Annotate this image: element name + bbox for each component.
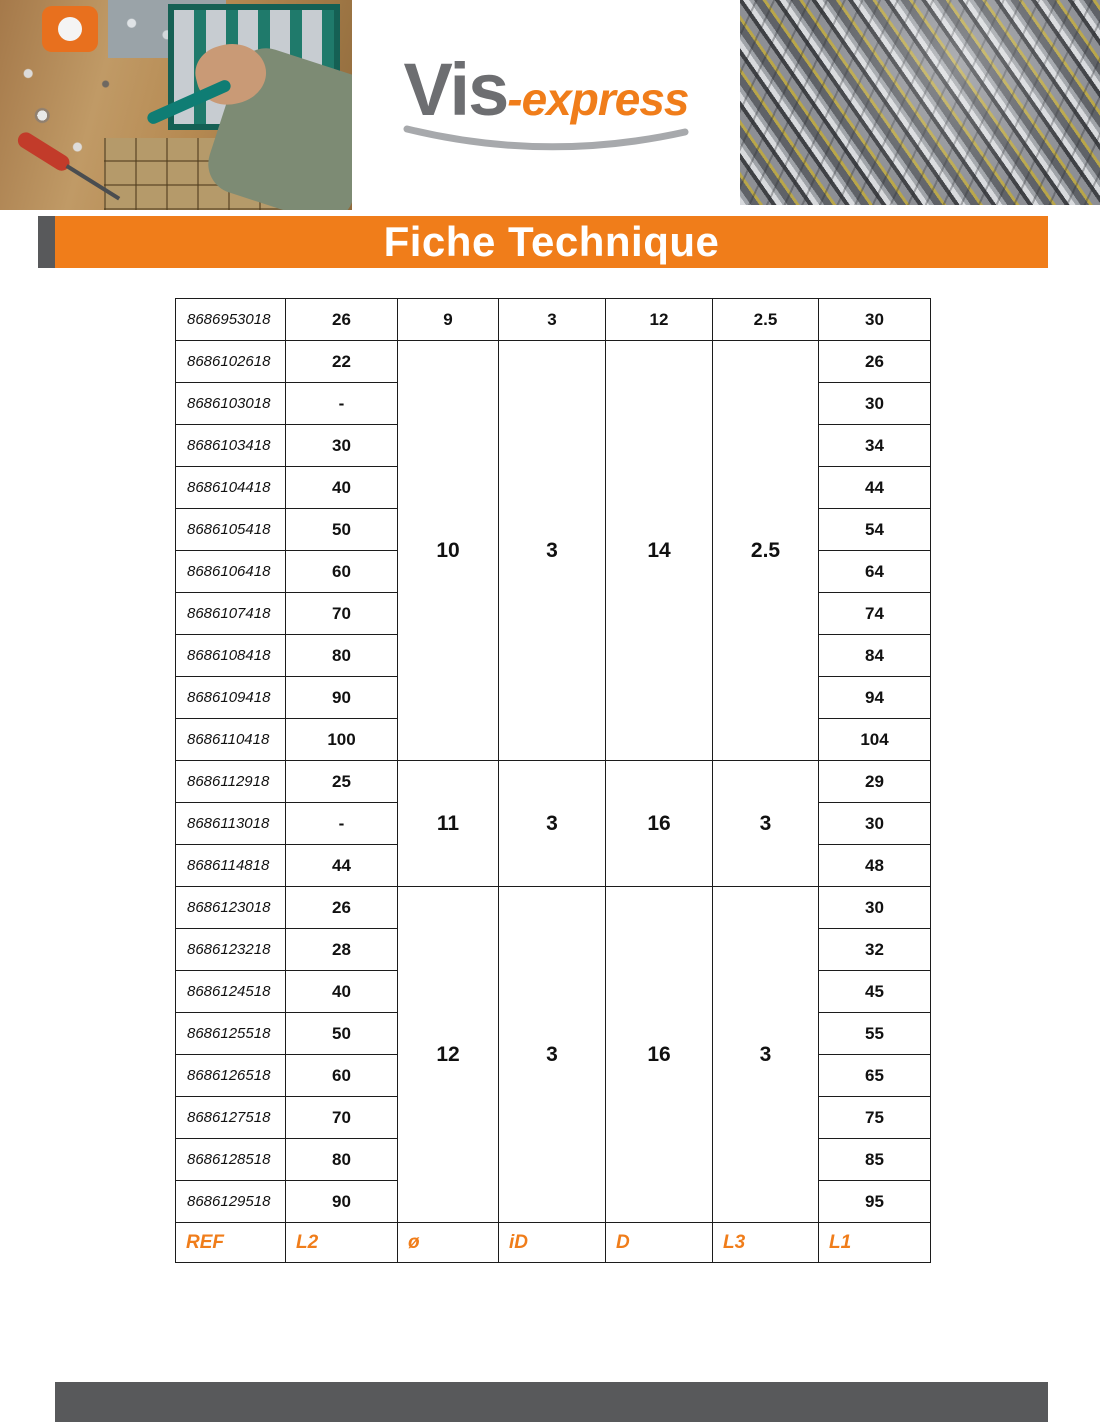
table-row xyxy=(176,761,931,803)
l2-cell: 90 xyxy=(286,677,398,719)
inner-diameter-cell: 3 xyxy=(499,299,606,341)
workbench-photo xyxy=(0,0,352,210)
diameter-cell: 9 xyxy=(398,299,499,341)
l1-cell: 32 xyxy=(819,929,931,971)
logo-text xyxy=(403,48,689,131)
l2-cell: - xyxy=(286,803,398,845)
col-label-l1: L1 xyxy=(819,1223,931,1263)
l1-cell: 95 xyxy=(819,1181,931,1223)
ref-cell: 8686105418 xyxy=(176,509,286,551)
ref-cell: 8686123018 xyxy=(176,887,286,929)
l2-cell: 44 xyxy=(286,845,398,887)
l3-cell: 3 xyxy=(713,887,819,1223)
l2-cell: - xyxy=(286,383,398,425)
l3-cell: 2.5 xyxy=(713,299,819,341)
ref-cell: 8686129518 xyxy=(176,1181,286,1223)
ref-cell: 8686109418 xyxy=(176,677,286,719)
logo-text-express: -express xyxy=(507,73,689,125)
ref-cell: 8686110418 xyxy=(176,719,286,761)
col-label-ref: REF xyxy=(176,1223,286,1263)
col-label-diameter: ø xyxy=(398,1223,499,1263)
l2-cell: 30 xyxy=(286,425,398,467)
l2-cell: 26 xyxy=(286,887,398,929)
head-diameter-cell: 12 xyxy=(606,299,713,341)
ref-cell: 8686114818 xyxy=(176,845,286,887)
l1-cell: 104 xyxy=(819,719,931,761)
ref-cell: 8686126518 xyxy=(176,1055,286,1097)
ref-cell: 8686953018 xyxy=(176,299,286,341)
col-label-l2: L2 xyxy=(286,1223,398,1263)
ref-cell: 8686125518 xyxy=(176,1013,286,1055)
l1-cell: 48 xyxy=(819,845,931,887)
col-label-l3: L3 xyxy=(713,1223,819,1263)
title-banner xyxy=(38,216,1048,268)
l2-cell: 70 xyxy=(286,1097,398,1139)
l2-cell: 25 xyxy=(286,761,398,803)
l2-cell: 26 xyxy=(286,299,398,341)
page-title: Fiche Technique xyxy=(383,218,720,265)
l3-cell: 2.5 xyxy=(713,341,819,761)
l1-cell: 84 xyxy=(819,635,931,677)
l1-cell: 34 xyxy=(819,425,931,467)
ref-cell: 8686103018 xyxy=(176,383,286,425)
diameter-cell: 12 xyxy=(398,887,499,1223)
l2-cell: 40 xyxy=(286,971,398,1013)
l1-cell: 94 xyxy=(819,677,931,719)
logo-text-vis: Vis xyxy=(403,48,508,131)
l1-cell: 74 xyxy=(819,593,931,635)
l1-cell: 29 xyxy=(819,761,931,803)
table-row xyxy=(176,887,931,929)
ref-cell: 8686124518 xyxy=(176,971,286,1013)
l2-cell: 28 xyxy=(286,929,398,971)
ref-cell: 8686123218 xyxy=(176,929,286,971)
l2-cell: 40 xyxy=(286,467,398,509)
screwdriver-handle xyxy=(15,129,73,173)
l2-cell: 90 xyxy=(286,1181,398,1223)
l1-cell: 75 xyxy=(819,1097,931,1139)
ref-cell: 8686106418 xyxy=(176,551,286,593)
banner-accent-block xyxy=(38,216,55,268)
l1-cell: 64 xyxy=(819,551,931,593)
l1-cell: 54 xyxy=(819,509,931,551)
inner-diameter-cell: 3 xyxy=(499,887,606,1223)
ref-cell: 8686128518 xyxy=(176,1139,286,1181)
col-label-id: iD xyxy=(499,1223,606,1263)
head-diameter-cell: 16 xyxy=(606,761,713,887)
l2-cell: 60 xyxy=(286,551,398,593)
l1-cell: 45 xyxy=(819,971,931,1013)
ref-cell: 8686107418 xyxy=(176,593,286,635)
spec-table-container xyxy=(175,298,931,1263)
l1-cell: 30 xyxy=(819,299,931,341)
l2-cell: 22 xyxy=(286,341,398,383)
ref-cell: 8686112918 xyxy=(176,761,286,803)
head-diameter-cell: 16 xyxy=(606,887,713,1223)
l1-cell: 44 xyxy=(819,467,931,509)
l1-cell: 55 xyxy=(819,1013,931,1055)
l1-cell: 26 xyxy=(819,341,931,383)
ref-cell: 8686108418 xyxy=(176,635,286,677)
ref-cell: 8686113018 xyxy=(176,803,286,845)
ref-cell: 8686104418 xyxy=(176,467,286,509)
l1-cell: 30 xyxy=(819,887,931,929)
l1-cell: 65 xyxy=(819,1055,931,1097)
ref-cell: 8686103418 xyxy=(176,425,286,467)
table-header-row xyxy=(176,1223,931,1263)
table-row xyxy=(176,341,931,383)
diameter-cell: 10 xyxy=(398,341,499,761)
l2-cell: 100 xyxy=(286,719,398,761)
l1-cell: 30 xyxy=(819,803,931,845)
logo-swoosh-icon xyxy=(401,123,691,157)
l2-cell: 50 xyxy=(286,509,398,551)
inner-diameter-cell: 3 xyxy=(499,341,606,761)
screws-photo xyxy=(740,0,1100,205)
l3-cell: 3 xyxy=(713,761,819,887)
table-row xyxy=(176,299,931,341)
l2-cell: 80 xyxy=(286,635,398,677)
logo xyxy=(352,0,740,210)
l2-cell: 60 xyxy=(286,1055,398,1097)
head-diameter-cell: 14 xyxy=(606,341,713,761)
spec-table xyxy=(175,298,931,1263)
l2-cell: 70 xyxy=(286,593,398,635)
ref-cell: 8686102618 xyxy=(176,341,286,383)
tape-measure xyxy=(42,6,98,52)
l1-cell: 30 xyxy=(819,383,931,425)
l1-cell: 85 xyxy=(819,1139,931,1181)
diameter-cell: 11 xyxy=(398,761,499,887)
banner-background xyxy=(55,216,1048,268)
inner-diameter-cell: 3 xyxy=(499,761,606,887)
ref-cell: 8686127518 xyxy=(176,1097,286,1139)
col-label-d: D xyxy=(606,1223,713,1263)
l2-cell: 80 xyxy=(286,1139,398,1181)
footer-bar xyxy=(55,1382,1048,1422)
l2-cell: 50 xyxy=(286,1013,398,1055)
